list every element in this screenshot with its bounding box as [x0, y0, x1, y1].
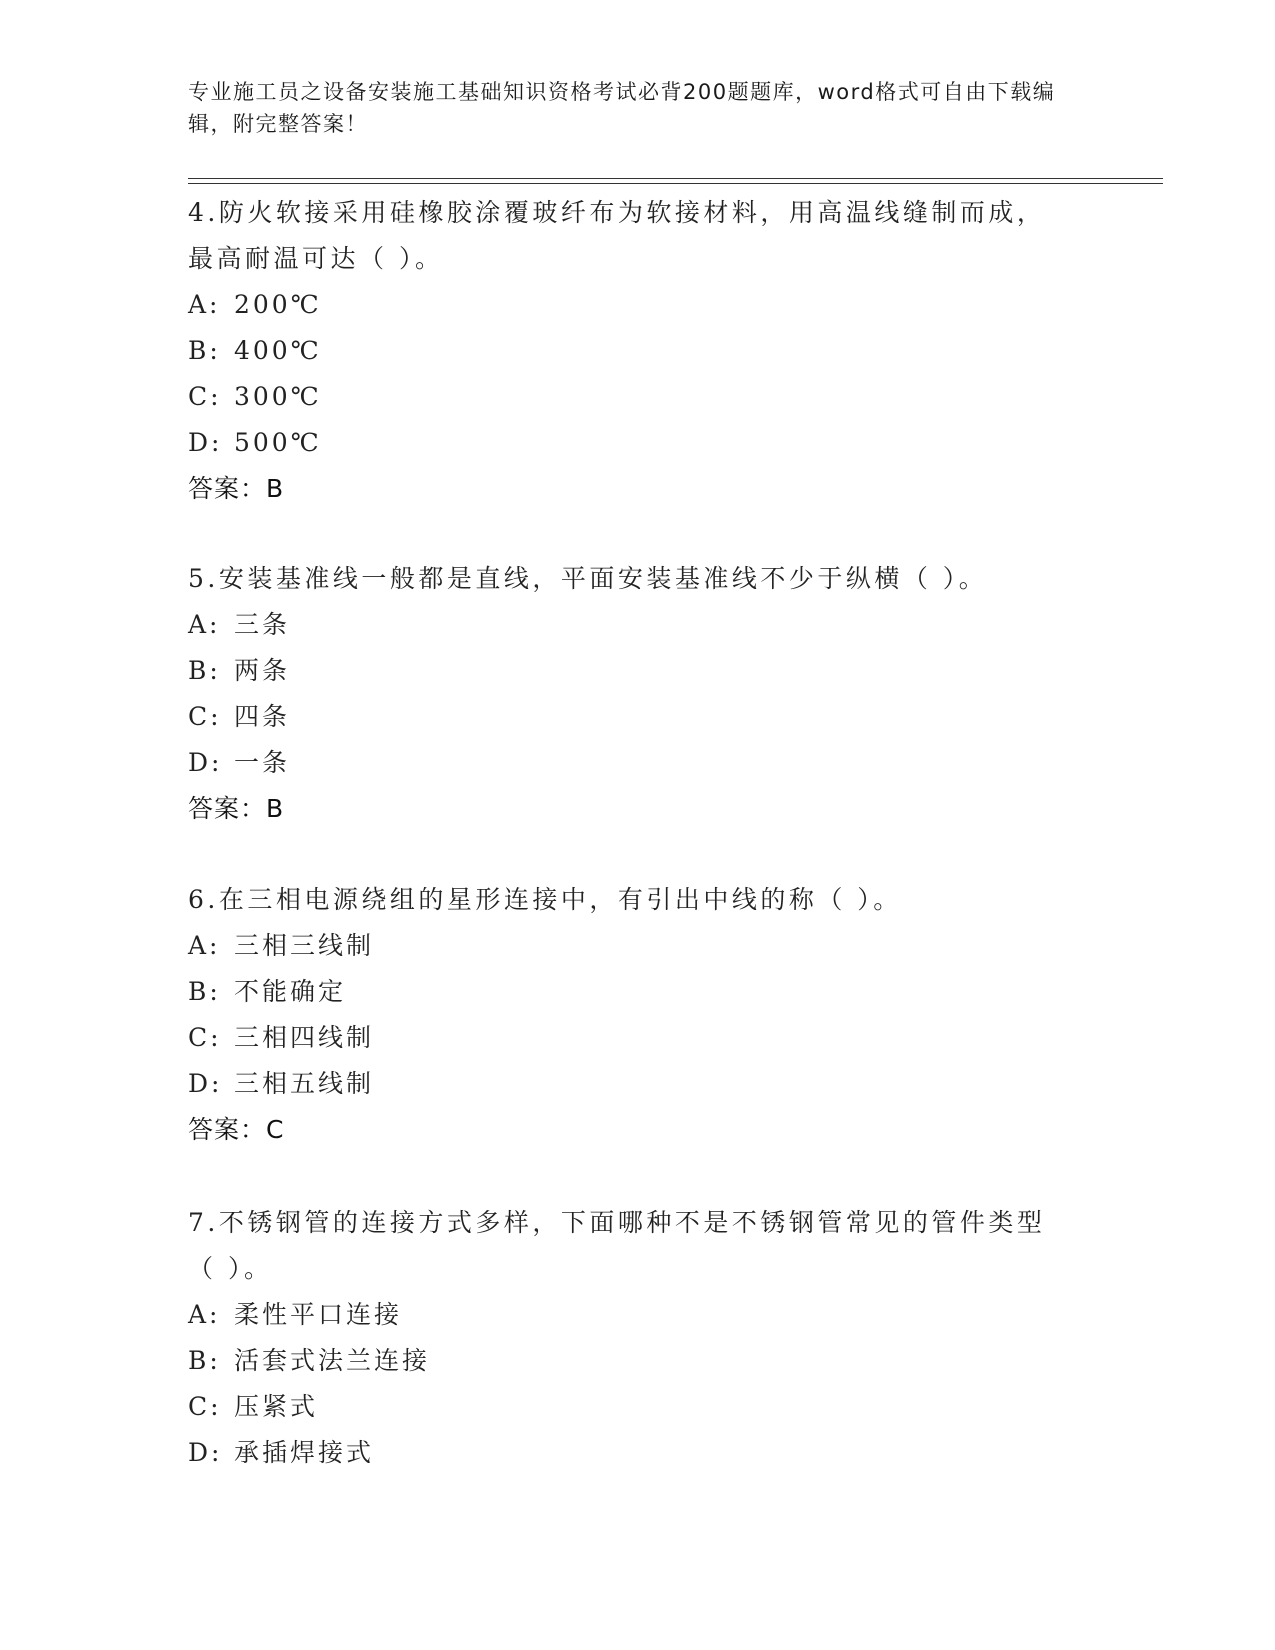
option-text: 柔性平口连接	[234, 1300, 403, 1329]
question-7	[188, 1200, 1068, 1476]
option-letter: D:	[188, 748, 223, 777]
option-text: 400℃	[234, 336, 322, 365]
question-5	[188, 556, 1068, 832]
question-6	[188, 877, 1068, 1153]
option-text: 500℃	[234, 428, 322, 457]
option-text: 一条	[234, 748, 291, 777]
header-divider-bottom	[188, 183, 1163, 184]
option-letter: B:	[188, 977, 221, 1006]
option-text: 不能确定	[234, 977, 347, 1006]
option-c	[188, 694, 1068, 740]
option-text: 200℃	[234, 290, 322, 319]
answer-line: 答案：B	[188, 474, 285, 503]
option-letter: D:	[188, 428, 223, 457]
option-letter: A:	[188, 610, 221, 639]
option-c	[188, 1384, 1068, 1430]
option-d	[188, 740, 1068, 786]
option-letter: C:	[188, 382, 222, 411]
option-letter: B:	[188, 336, 221, 365]
option-text: 四条	[234, 702, 291, 731]
option-text: 压紧式	[234, 1392, 319, 1421]
option-b	[188, 969, 1068, 1015]
option-text: 三条	[234, 610, 291, 639]
option-letter: C:	[188, 1392, 222, 1421]
option-text: 300℃	[234, 382, 322, 411]
option-letter: B:	[188, 656, 221, 685]
option-letter: D:	[188, 1069, 223, 1098]
option-letter: A:	[188, 931, 221, 960]
document-header: 专业施工员之设备安装施工基础知识资格考试必背200题题库，word格式可自由下载编辑，附完整答案！	[188, 80, 1056, 136]
option-a	[188, 1292, 1068, 1338]
option-a	[188, 602, 1068, 648]
question-text: 4.防火软接采用硅橡胶涂覆玻纤布为软接材料，用高温线缝制而成，最高耐温可达（ ）。	[188, 198, 1046, 273]
header-divider-top	[188, 178, 1163, 179]
answer-line: 答案：C	[188, 1115, 285, 1144]
question-text: 7.不锈钢管的连接方式多样，下面哪种不是不锈钢管常见的管件类型（ ）。	[188, 1208, 1046, 1283]
option-a	[188, 282, 1068, 328]
option-d	[188, 420, 1068, 466]
option-c	[188, 1015, 1068, 1061]
option-letter: D:	[188, 1438, 223, 1467]
option-b	[188, 648, 1068, 694]
option-b	[188, 328, 1068, 374]
option-text: 承插焊接式	[234, 1438, 375, 1467]
option-d	[188, 1061, 1068, 1107]
option-text: 活套式法兰连接	[234, 1346, 431, 1375]
option-letter: A:	[188, 290, 221, 319]
option-c	[188, 374, 1068, 420]
option-a	[188, 923, 1068, 969]
option-b	[188, 1338, 1068, 1384]
option-d	[188, 1430, 1068, 1476]
option-text: 三相五线制	[234, 1069, 375, 1098]
option-text: 三相三线制	[234, 931, 375, 960]
answer-line: 答案：B	[188, 794, 285, 823]
option-letter: B:	[188, 1346, 221, 1375]
question-text: 5.安装基准线一般都是直线，平面安装基准线不少于纵横（ ）。	[188, 564, 988, 593]
question-4	[188, 190, 1068, 512]
option-letter: A:	[188, 1300, 221, 1329]
option-letter: C:	[188, 1023, 222, 1052]
question-text: 6.在三相电源绕组的星形连接中，有引出中线的称（ ）。	[188, 885, 902, 914]
option-text: 三相四线制	[234, 1023, 375, 1052]
option-letter: C:	[188, 702, 222, 731]
option-text: 两条	[234, 656, 291, 685]
